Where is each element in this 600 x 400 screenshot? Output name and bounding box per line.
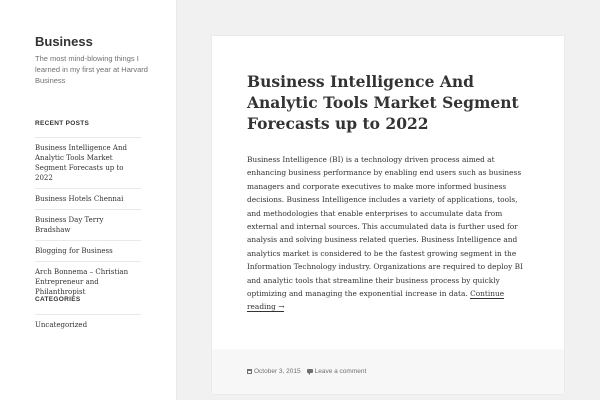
post-body: Business Intelligence (BI) is a technology driven process aimed at enhancing business performance by enabling end users such as business managers and corporate executives to make more informed business decisions. Business Intelligence includes a variety of applications, tools, and methodologies that enable enterprises to accumulate data from external and internal sources. This accumulated data is further used for analysis and solving business related queries. Business Intelligence and analytics market is considered to be the fastest growing segment in the Information Technology industry. Organizations are required to deploy BI and analytic tools that streamline their business process by quickly optimizing and managing the exponential increase in data. xyxy=(247,155,523,299)
site-title-link[interactable]: Business xyxy=(35,34,93,49)
categories-list xyxy=(35,314,141,330)
comment-icon xyxy=(307,369,313,373)
continue-reading-link[interactable]: Continue reading → xyxy=(247,289,505,312)
post-card xyxy=(212,36,564,350)
recent-post-link[interactable]: Blogging for Business xyxy=(35,241,141,262)
site-description: The most mind-blowing things I learned in my first year at Harvard Business xyxy=(35,54,148,85)
recent-post-link[interactable]: Business Hotels Chennai xyxy=(35,189,141,210)
recent-post-link[interactable]: Arch Bonnema – Christian Entrepreneur and Philanthropist xyxy=(35,268,129,296)
recent-post-link[interactable]: Business Day Terry Bradshaw xyxy=(35,210,141,241)
recent-posts-heading: RECENT POSTS xyxy=(35,120,90,127)
category-link[interactable]: Uncategorized xyxy=(35,321,88,329)
sidebar xyxy=(0,0,176,400)
post-meta xyxy=(247,368,366,375)
post-date-link[interactable]: October 3, 2015 xyxy=(254,368,301,375)
recent-posts-list xyxy=(35,137,141,302)
categories-heading: CATEGORIES xyxy=(35,296,81,303)
leave-comment-link[interactable]: Leave a comment xyxy=(314,368,367,375)
calendar-icon xyxy=(247,369,252,374)
post-footer xyxy=(212,350,564,394)
post-title[interactable]: Business Intelligence And Analytic Tools Market Segment Forecasts up to 2022 xyxy=(247,72,519,133)
post-content xyxy=(247,153,529,314)
recent-posts-widget xyxy=(35,120,141,302)
recent-post-link[interactable]: Business Intelligence And Analytic Tools Market Segment Forecasts up to 2022 xyxy=(35,138,141,189)
categories-widget xyxy=(35,296,141,330)
